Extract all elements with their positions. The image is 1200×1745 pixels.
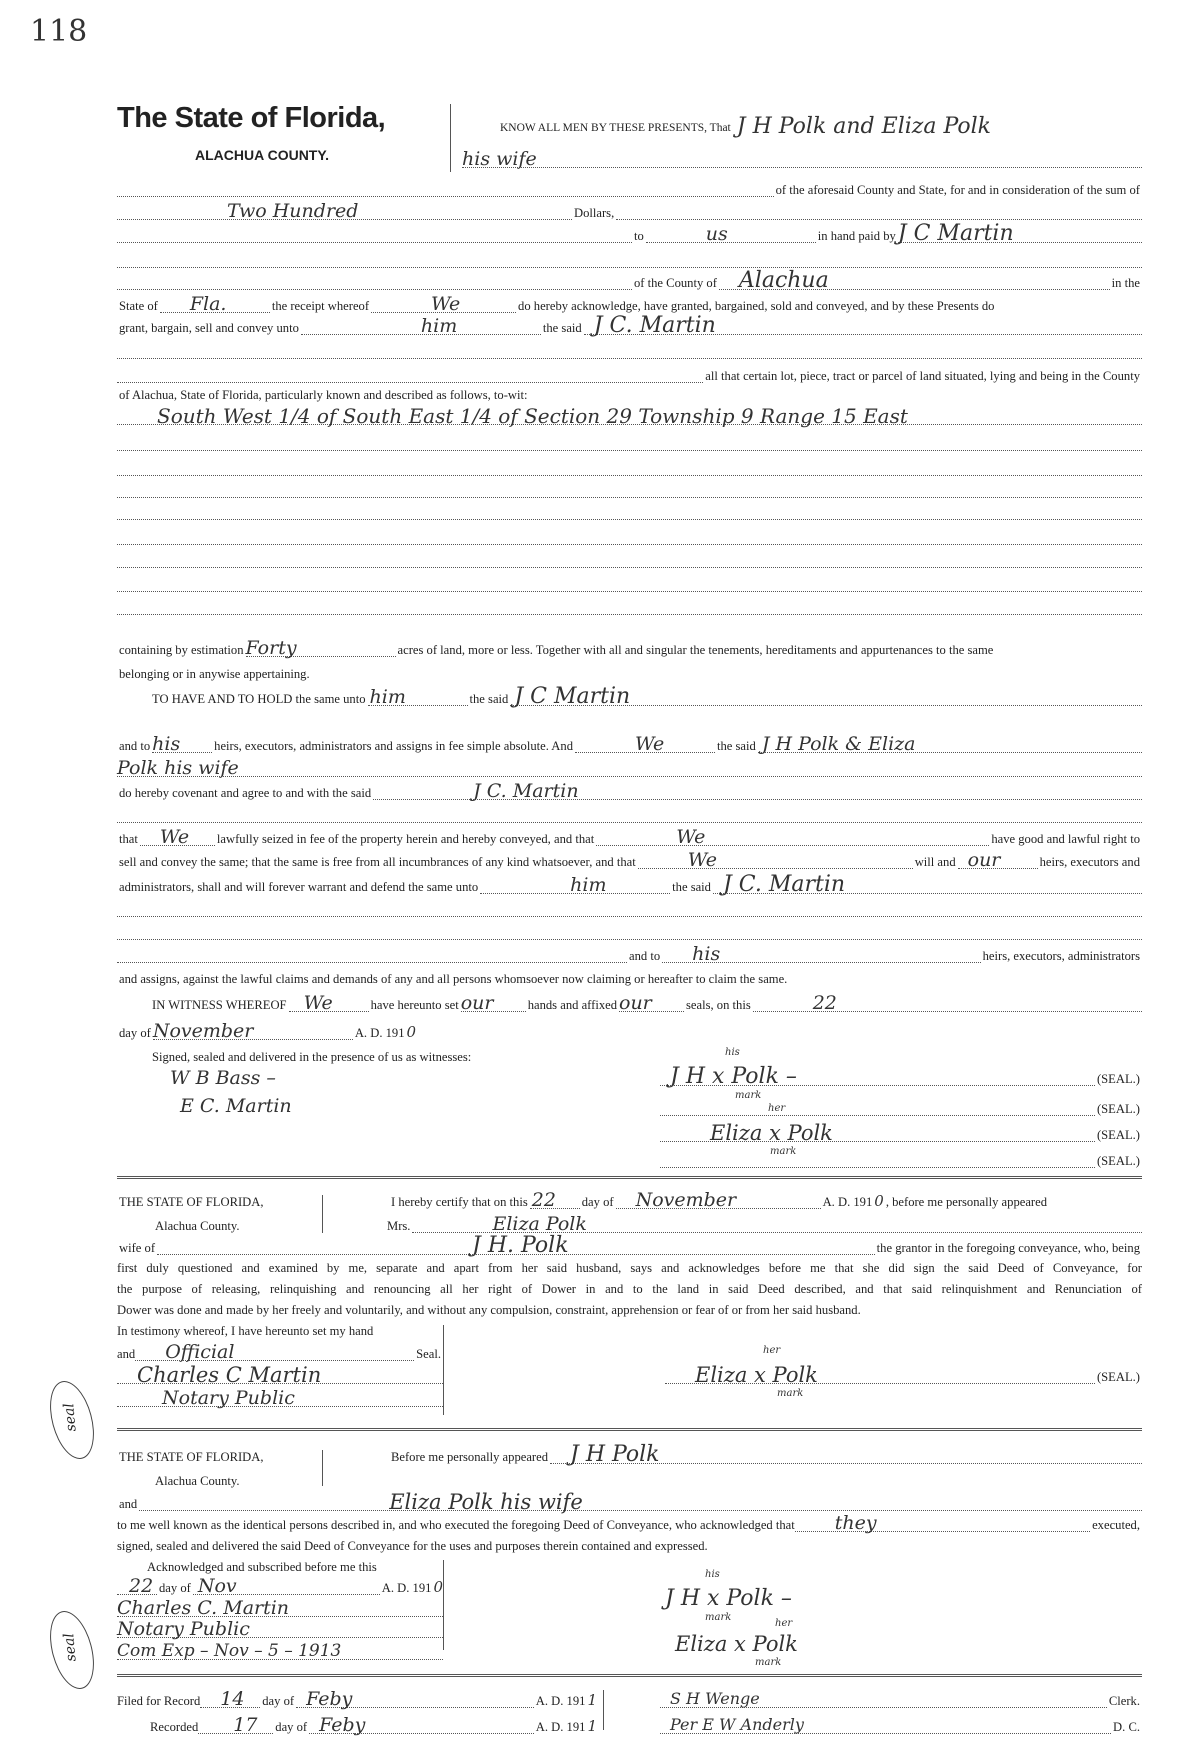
- text: Acknowledged and subscribed before me this: [147, 1560, 377, 1574]
- text: I hereby certify that on this: [391, 1195, 528, 1209]
- text: heirs, executors, administrators and assigns in fee simple absolute. And: [214, 739, 573, 753]
- text: Signed, sealed and delivered in the presence of us as witnesses:: [152, 1050, 472, 1064]
- her-label: her: [775, 1618, 793, 1629]
- month: November: [152, 1020, 254, 1042]
- and-to-who: his: [152, 733, 181, 755]
- mark-label: mark: [770, 1146, 797, 1157]
- text: day of: [275, 1720, 308, 1734]
- seal-label: (SEAL.): [1096, 1072, 1140, 1086]
- seized-who: We: [676, 826, 706, 848]
- state: Fla.: [189, 293, 227, 315]
- text: the grantor in the foregoing conveyance, who, being: [876, 1241, 1140, 1255]
- to-whom: us: [705, 223, 728, 245]
- text: Alachua County.: [155, 1474, 240, 1488]
- seal-label: (SEAL.): [1096, 1102, 1140, 1116]
- ack-name-2: Eliza Polk his wife: [389, 1490, 583, 1514]
- covenant-who: J C. Martin: [473, 780, 579, 802]
- official: Official: [165, 1341, 235, 1363]
- seal-text: seal: [61, 1402, 80, 1433]
- text: to: [634, 229, 644, 243]
- seal-text: seal: [61, 1632, 80, 1663]
- know-all-row: [498, 113, 1142, 139]
- recorded-day: 17: [233, 1714, 258, 1736]
- text: Dower was done and made by her freely and voluntarily, and without any compulsion, constraint, apprehension or fear of or from her said husband.: [117, 1303, 861, 1317]
- text: Alachua County.: [155, 1219, 240, 1233]
- know-all-text: KNOW ALL MEN BY THESE PRESENTS, That: [500, 122, 731, 134]
- recorded-month: Feby: [319, 1714, 366, 1736]
- text: first duly questioned and examined by me, separate and apart from her said husband, says and acknowledges before me that she did sign the said Deed of Conveyance, for: [117, 1261, 1142, 1275]
- text: the said: [542, 321, 582, 335]
- ack-name-1: J H Polk: [570, 1442, 660, 1467]
- receipt-who: We: [431, 293, 461, 315]
- text: Filed for Record: [117, 1694, 201, 1708]
- set-who: our: [460, 992, 494, 1014]
- text: the receipt whereof: [271, 299, 370, 313]
- text: will and: [914, 855, 956, 869]
- payer: J C Martin: [897, 221, 1014, 246]
- text: A. D. 191: [381, 1581, 432, 1595]
- brace: [603, 1690, 604, 1730]
- text: IN WITNESS WHEREOF: [152, 998, 287, 1012]
- and-to2-who: his: [692, 943, 721, 965]
- text: THE STATE OF FLORIDA,: [119, 1450, 264, 1464]
- text: grant, bargain, sell and convey unto: [119, 321, 299, 335]
- text: and assigns, against the lawful claims and demands of any and all persons whomsoever now claiming or hereafter to claim the same.: [119, 972, 788, 986]
- year-digit: 0: [874, 1192, 884, 1210]
- section-divider: [117, 1674, 1142, 1677]
- text: sell and convey the same; that the same is free from all incumbrances of any kind whatsoever, and that: [119, 855, 636, 869]
- seal-label: (SEAL.): [1096, 1154, 1140, 1168]
- text: hands and affixed: [527, 998, 617, 1012]
- witness-2: E C. Martin: [180, 1095, 292, 1117]
- text: the purpose of releasing, relinquishing and renouncing all her right of Dower in and to the land in said Deed described, and that said relinquishment and Renunciation of: [117, 1282, 1142, 1296]
- text: have hereunto set: [370, 998, 459, 1012]
- and-who: We: [635, 733, 665, 755]
- year-digit: 0: [433, 1578, 443, 1596]
- admin-who: him: [570, 874, 607, 896]
- to-have-who: him: [369, 686, 406, 708]
- filed-month: Feby: [306, 1688, 353, 1710]
- section-divider: [117, 1428, 1142, 1431]
- text: A. D. 191: [354, 1026, 405, 1040]
- grantors-said: J H Polk & Eliza: [761, 733, 916, 755]
- brace: [450, 104, 451, 172]
- land-description: South West 1/4 of South East 1/4 of Section 29 Township 9 Range 15 East: [157, 404, 908, 428]
- page-number: 118: [30, 14, 88, 49]
- affixed-who: our: [619, 992, 652, 1014]
- text: all that certain lot, piece, tract or parcel of land situated, lying and being in the County: [705, 369, 1140, 383]
- sum-amount: Two Hundred: [227, 200, 359, 222]
- sell-who: We: [687, 849, 717, 871]
- mark-label: mark: [735, 1090, 762, 1101]
- text: A. D. 191: [535, 1720, 586, 1734]
- husband-name: J H. Polk: [472, 1233, 569, 1258]
- text: of the aforesaid County and State, for and in consideration of the sum of: [775, 183, 1140, 197]
- text: In testimony whereof, I have hereunto set my hand: [117, 1324, 374, 1338]
- text: seals, on this: [686, 998, 751, 1012]
- text: Dollars,: [574, 206, 615, 220]
- text: to me well known as the identical persons described in, and who executed the foregoing Deed of Conveyance, who acknowledged that: [117, 1518, 795, 1532]
- grantee: J C. Martin: [593, 313, 716, 338]
- grantee-pronoun: him: [420, 315, 458, 337]
- text: acres of land, more or less. Together with all and singular the tenements, hereditaments and appurtenances to the same: [397, 643, 994, 657]
- county: Alachua: [738, 268, 829, 293]
- text: day of: [119, 1026, 151, 1040]
- signature-jh-polk: J H x Polk –: [670, 1064, 797, 1089]
- text: Before me personally appeared: [391, 1450, 548, 1464]
- county-heading: ALACHUA COUNTY.: [195, 147, 330, 163]
- dower-day: 22: [531, 1189, 556, 1211]
- mark-label: mark: [777, 1388, 804, 1399]
- text: Clerk.: [1108, 1694, 1140, 1708]
- witness-who: We: [303, 992, 333, 1014]
- text: heirs, executors and: [1039, 855, 1140, 869]
- text: of Alachua, State of Florida, particularly known and described as follows, to-wit:: [119, 388, 528, 402]
- text: and to: [629, 949, 661, 963]
- dower-month: November: [635, 1189, 737, 1211]
- state-heading: The State of Florida,: [117, 102, 386, 134]
- text: executed,: [1092, 1518, 1140, 1532]
- ack-day: 22: [129, 1575, 154, 1597]
- text: day of: [159, 1581, 191, 1595]
- text: and to: [119, 739, 151, 753]
- text: and: [119, 1497, 138, 1511]
- acres: Forty: [245, 637, 297, 659]
- grantors: J H Polk and Eliza Polk: [736, 114, 991, 139]
- text: have good and lawful right to: [991, 832, 1140, 846]
- ack-signature-2: Eliza x Polk: [675, 1632, 798, 1656]
- text: do hereby covenant and agree to and with the said: [119, 786, 372, 800]
- ack-notary-title: Notary Public: [117, 1618, 250, 1640]
- mark-label: mark: [705, 1612, 732, 1623]
- text: the said: [672, 880, 711, 894]
- to-have-said: J C Martin: [514, 684, 631, 709]
- text: A. D. 191: [822, 1195, 873, 1209]
- text: Recorded: [150, 1720, 199, 1734]
- ack-signature-1: J H x Polk –: [665, 1586, 792, 1611]
- text: belonging or in anywise appertaining.: [119, 667, 310, 681]
- commission-expiry: Com Exp – Nov – 5 – 1913: [117, 1641, 342, 1661]
- notary-seal-mark: [42, 1606, 101, 1694]
- notary-seal-mark: [42, 1376, 101, 1464]
- her-label: her: [768, 1103, 786, 1114]
- ack-month: Nov: [197, 1575, 237, 1597]
- text: signed, sealed and delivered the said Deed of Conveyance for the uses and purposes therein contained and expressed.: [117, 1539, 708, 1553]
- brace: [443, 1325, 444, 1415]
- text: do hereby acknowledge, have granted, bargained, sold and conveyed, and by these Presents do: [518, 299, 995, 313]
- text: administrators, shall and will forever warrant and defend the same unto: [119, 880, 479, 894]
- text: THE STATE OF FLORIDA,: [119, 1195, 264, 1209]
- clerk-signature: S H Wenge: [670, 1689, 760, 1708]
- text: Seal.: [416, 1347, 441, 1361]
- his-label: his: [705, 1569, 720, 1580]
- text: and: [117, 1347, 136, 1361]
- text: lawfully seized in fee of the property herein and hereby conveyed, and that: [216, 832, 595, 846]
- text: in the: [1111, 276, 1140, 290]
- text: A. D. 191: [535, 1694, 586, 1708]
- text: the said: [469, 692, 509, 706]
- section-divider: [117, 1176, 1142, 1179]
- filed-day: 14: [220, 1688, 245, 1710]
- text: heirs, executors, administrators: [982, 949, 1140, 963]
- they: they: [834, 1512, 877, 1534]
- text: the said: [717, 739, 756, 753]
- signature-eliza-polk: Eliza x Polk: [710, 1121, 833, 1145]
- wife-name: Eliza Polk: [492, 1213, 587, 1235]
- ack-notary-name: Charles C. Martin: [117, 1597, 290, 1619]
- witness-1: W B Bass –: [170, 1067, 276, 1089]
- text: in hand paid by: [817, 229, 896, 243]
- text: of the County of: [634, 276, 717, 290]
- deputy-clerk-signature: Per E W Anderly: [670, 1715, 804, 1734]
- will-who: our: [967, 849, 1001, 871]
- text: day of: [262, 1694, 295, 1708]
- day-number: 22: [812, 992, 837, 1014]
- his-label: his: [725, 1047, 740, 1058]
- text: Mrs.: [387, 1219, 411, 1233]
- brace: [443, 1560, 444, 1650]
- that-who: We: [159, 826, 190, 848]
- year-digit: 0: [406, 1023, 417, 1041]
- grantors-said-cont: Polk his wife: [117, 757, 239, 779]
- text: that: [119, 832, 138, 846]
- admin-said: J C. Martin: [722, 872, 846, 897]
- her-label: her: [763, 1345, 781, 1356]
- grantors-cont: his wife: [462, 148, 537, 170]
- text: , before me personally appeared: [885, 1195, 1048, 1209]
- text: D. C.: [1113, 1720, 1140, 1734]
- dower-signature: Eliza x Polk: [695, 1363, 818, 1387]
- text: containing by estimation: [119, 643, 244, 657]
- text: State of: [119, 299, 158, 313]
- recorded-year: 1: [587, 1717, 597, 1735]
- notary-title: Notary Public: [162, 1387, 295, 1409]
- text: wife of: [119, 1241, 156, 1255]
- seal-label: (SEAL.): [1096, 1128, 1140, 1142]
- mark-label: mark: [755, 1657, 782, 1668]
- text: TO HAVE AND TO HOLD the same unto: [152, 692, 366, 706]
- notary-name: Charles C Martin: [137, 1363, 322, 1387]
- text: day of: [581, 1195, 614, 1209]
- seal-label: (SEAL.): [1096, 1370, 1140, 1384]
- filed-year: 1: [587, 1691, 597, 1709]
